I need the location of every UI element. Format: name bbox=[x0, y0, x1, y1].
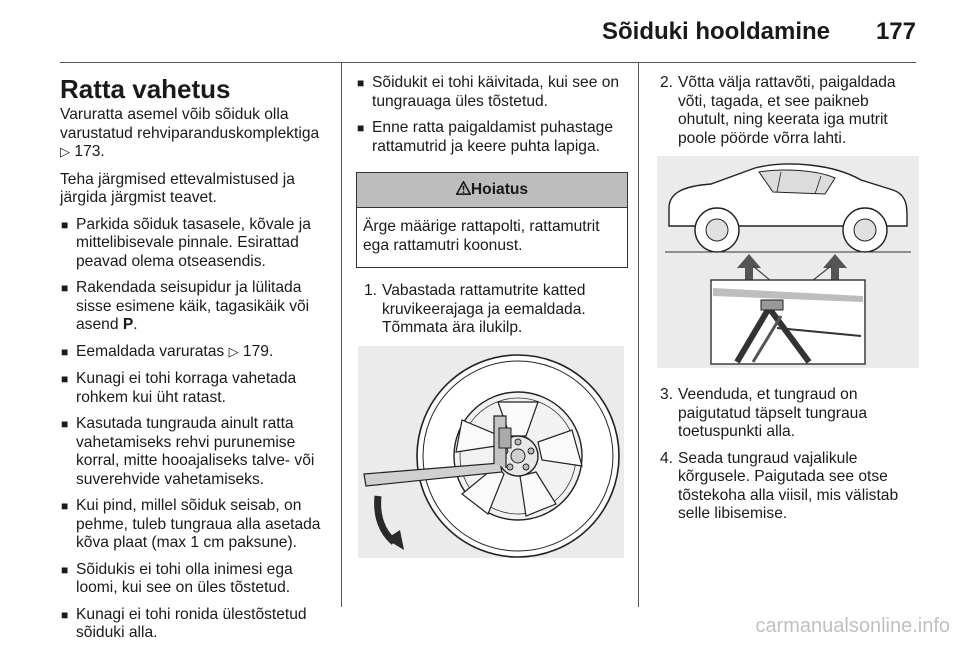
list-item: ■ Kunagi ei tohi ronida ülestõstetud sõiduki alla. bbox=[61, 605, 307, 641]
watermark: carmanualsonline.info bbox=[755, 615, 950, 637]
wheel-illustration bbox=[358, 346, 624, 558]
list-item: ■ Kui pind, millel sõiduk seisab, on pehme, tuleb tungraua alla asetada kõva plaat (max 1 cm paksune). bbox=[61, 497, 321, 551]
section-heading: Ratta vahetus bbox=[60, 74, 231, 104]
intro-ref-link[interactable]: 173 bbox=[74, 143, 101, 160]
header-rule bbox=[60, 62, 916, 63]
intro-text: Varuratta asemel võib sõiduk olla varustatud rehviparanduskomplektiga bbox=[60, 106, 320, 142]
list-item: ■ Sõidukit ei tohi käivitada, kui see on tungrauaga üles tõstetud. bbox=[357, 74, 620, 110]
bullet-icon: ■ bbox=[357, 76, 365, 90]
list-item: ■ Sõidukis ei tohi olla inimesi ega loomi, kui see on üles tõstetud. bbox=[61, 560, 293, 596]
car-jack-illustration bbox=[657, 156, 919, 368]
bullet-icon: ■ bbox=[61, 499, 69, 513]
step-list bbox=[356, 282, 628, 338]
gear-p-label: P bbox=[122, 316, 134, 333]
prep-paragraph: Teha järgmised ettevalmistused ja järgida järgmist teavet. bbox=[60, 170, 295, 206]
list-item: ■ Enne ratta paigaldamist puhastage rattamutrid ja keere puhta lapiga. bbox=[357, 119, 614, 155]
bullet-icon: ■ bbox=[61, 344, 69, 359]
step-item: 2. Võtta välja rattavõti, paigaldada võti, tagada, et see paikneb ohutult, ning keerata iga mutrit poole pöörde võrra lahti. bbox=[660, 74, 896, 147]
list-item: ■ Kasutada tungrauda ainult ratta vahetamiseks rehvi purunemise korral, mitte hooajaliseks talve- või suverehvide vahetamiseks. bbox=[61, 415, 315, 488]
warning-title: Hoiatus bbox=[470, 181, 529, 198]
list-item: ■ Rakendada seisupidur ja lülitada sisse esimene käik, tagasikäik või asend P. bbox=[61, 279, 310, 333]
column-divider-2 bbox=[638, 62, 639, 607]
warning-header bbox=[357, 173, 627, 208]
section-title: Sõiduki hooldamine bbox=[601, 18, 830, 45]
wheel-wrench-illustration bbox=[358, 346, 624, 558]
column-divider-1 bbox=[341, 62, 342, 607]
page-header bbox=[601, 14, 916, 54]
step-item: 4. Seada tungraud vajalikule kõrgusele. Paigutada see otse tõstekoha alla viisil, mis välistab selle libisemise. bbox=[660, 449, 899, 522]
bullet-icon: ■ bbox=[61, 607, 69, 622]
ref-arrow-icon: ▷ bbox=[60, 145, 70, 160]
prep-bullet-list bbox=[60, 216, 332, 643]
step-list bbox=[652, 74, 922, 148]
intro-paragraph: Varuratta asemel võib sõiduk olla varustatud rehviparanduskomplektiga ▷ 173. bbox=[60, 106, 320, 160]
list-item: ■ Kunagi ei tohi korraga vahetada rohkem kui üht ratast. bbox=[61, 370, 297, 406]
spare-ref-link[interactable]: 179 bbox=[242, 342, 269, 360]
step-item: 1. Vabastada rattamutrite katted kruvikeerajaga ja eemaldada. Tõmmata ära ilukilp. bbox=[364, 282, 586, 336]
bullet-icon: ■ bbox=[61, 217, 69, 232]
warning-text: Ärge määrige rattapolti, rattamutrit ega rattamutri koonust. bbox=[363, 218, 600, 254]
jack-point-illustration bbox=[657, 156, 919, 368]
step-list-continued bbox=[652, 386, 922, 524]
column-3 bbox=[652, 74, 922, 532]
warning-box bbox=[356, 172, 628, 268]
bullet-icon: ■ bbox=[61, 562, 69, 577]
warning-triangle-icon bbox=[456, 181, 471, 195]
bullet-icon: ■ bbox=[61, 281, 69, 295]
page-number: 177 bbox=[875, 18, 916, 45]
column-2 bbox=[356, 74, 628, 558]
safety-bullet-list bbox=[356, 74, 628, 156]
bullet-icon: ■ bbox=[61, 372, 69, 386]
column-1 bbox=[60, 74, 332, 651]
bullet-icon: ■ bbox=[357, 121, 365, 135]
list-item: ■ Parkida sõiduk tasasele, kõvale ja mittelibisevale pinnale. Esirattad peavad olema otseasendis. bbox=[61, 215, 311, 270]
bullet-icon: ■ bbox=[61, 417, 69, 431]
step-item: 3. Veenduda, et tungraud on paigutatud täpselt tungraua toetuspunkti alla. bbox=[660, 386, 868, 440]
list-item: ■ Eemaldada varuratas ▷ 179. bbox=[61, 342, 274, 360]
ref-arrow-icon: ▷ bbox=[228, 344, 239, 360]
